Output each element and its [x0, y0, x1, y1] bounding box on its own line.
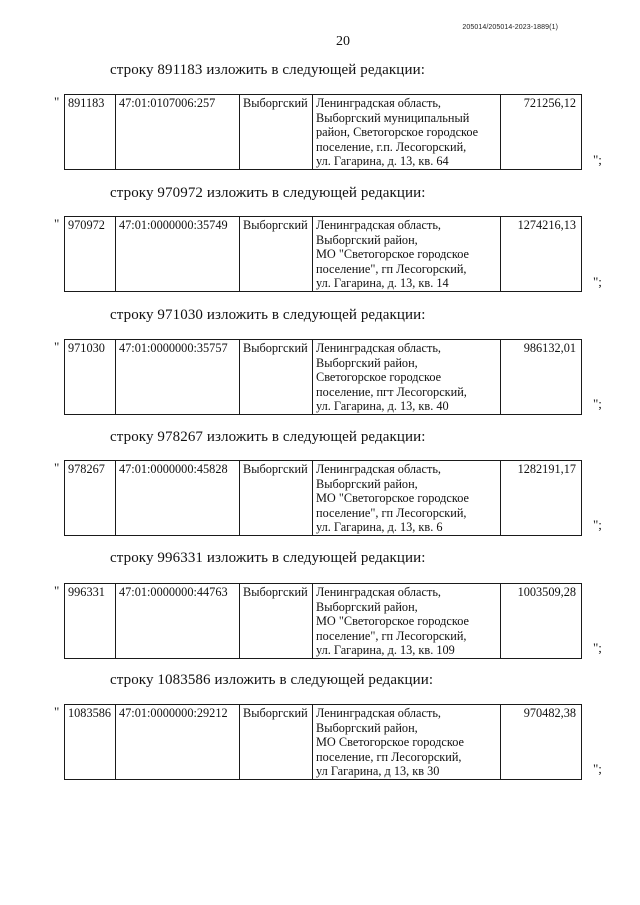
record-number-cell: 996331	[65, 584, 116, 659]
record-number-cell: 1083586	[65, 705, 116, 780]
table-row	[65, 217, 582, 292]
address-line: ул. Гагарина, д. 13, кв. 6	[316, 520, 443, 535]
address-cell	[313, 95, 501, 170]
record-table	[64, 94, 582, 170]
district-cell: Выборгский	[240, 461, 313, 536]
address-line: Выборгский район,	[316, 599, 418, 614]
value-cell: 1274216,13	[501, 217, 582, 292]
address-cell	[313, 461, 501, 536]
document-code: 205014/205014-2023-1889(1)	[462, 24, 558, 31]
open-quote: "	[54, 339, 60, 354]
record-table	[64, 704, 582, 780]
address-line: Выборгский район,	[316, 720, 418, 735]
address-line: поселение, г.п. Лесогорский,	[316, 139, 467, 154]
address-line: район, Светогорское городское	[316, 125, 479, 140]
address-cell	[313, 217, 501, 292]
open-quote: "	[54, 460, 60, 475]
record-table	[64, 216, 582, 292]
district-cell: Выборгский	[240, 705, 313, 780]
value-cell: 1003509,28	[501, 584, 582, 659]
open-quote: "	[54, 704, 60, 719]
table-row	[65, 340, 582, 415]
address-cell	[313, 340, 501, 415]
record-number-cell: 891183	[65, 95, 116, 170]
open-quote: "	[54, 94, 60, 109]
close-quote: ";	[593, 517, 602, 532]
address-line: Светогорское городское	[316, 370, 442, 385]
close-quote: ";	[593, 761, 602, 776]
cadastral-number-cell: 47:01:0107006:257	[116, 95, 240, 170]
address-cell	[313, 584, 501, 659]
table-row	[65, 461, 582, 536]
address-line: ул. Гагарина, д. 13, кв. 109	[316, 643, 455, 658]
address-line: МО Светогорское городское	[316, 735, 464, 750]
address-line: Выборгский район,	[316, 232, 418, 247]
section-heading: строку 971030 изложить в следующей редакции:	[110, 307, 426, 323]
section-heading: строку 891183 изложить в следующей редакции:	[110, 62, 425, 78]
close-quote: ";	[593, 274, 602, 289]
address-line: ул Гагарина, д 13, кв 30	[316, 764, 440, 779]
district-cell: Выборгский	[240, 340, 313, 415]
address-line: МО "Светогорское городское	[316, 491, 469, 506]
section-heading: строку 978267 изложить в следующей редакции:	[110, 429, 426, 445]
address-line: ул. Гагарина, д. 13, кв. 40	[316, 399, 449, 414]
address-line: поселение, гп Лесогорский,	[316, 749, 462, 764]
close-quote: ";	[593, 396, 602, 411]
open-quote: "	[54, 583, 60, 598]
address-line: Выборгский район,	[316, 355, 418, 370]
address-line: поселение, пгт Лесогорский,	[316, 384, 467, 399]
address-line: Выборгский муниципальный	[316, 110, 470, 125]
record-number-cell: 970972	[65, 217, 116, 292]
address-cell	[313, 705, 501, 780]
record-table	[64, 583, 582, 659]
cadastral-number-cell: 47:01:0000000:29212	[116, 705, 240, 780]
close-quote: ";	[593, 640, 602, 655]
section-heading: строку 970972 изложить в следующей редакции:	[110, 185, 426, 201]
address-line: ул. Гагарина, д. 13, кв. 64	[316, 154, 449, 169]
table-row	[65, 95, 582, 170]
value-cell: 1282191,17	[501, 461, 582, 536]
value-cell: 970482,38	[501, 705, 582, 780]
address-line: поселение", гп Лесогорский,	[316, 505, 467, 520]
section-heading: строку 996331 изложить в следующей редакции:	[110, 550, 426, 566]
record-number-cell: 978267	[65, 461, 116, 536]
cadastral-number-cell: 47:01:0000000:35757	[116, 340, 240, 415]
record-number-cell: 971030	[65, 340, 116, 415]
district-cell: Выборгский	[240, 217, 313, 292]
address-line: ул. Гагарина, д. 13, кв. 14	[316, 276, 449, 291]
cadastral-number-cell: 47:01:0000000:44763	[116, 584, 240, 659]
section-heading: строку 1083586 изложить в следующей редакции:	[110, 672, 434, 688]
record-table	[64, 339, 582, 415]
cadastral-number-cell: 47:01:0000000:45828	[116, 461, 240, 536]
address-line: Ленинградская область,	[316, 96, 442, 110]
address-line: Ленинградская область,	[316, 462, 442, 476]
address-line: Ленинградская область,	[316, 706, 442, 720]
open-quote: "	[54, 216, 60, 231]
address-line: поселение", гп Лесогорский,	[316, 628, 467, 643]
close-quote: ";	[593, 152, 602, 167]
table-row	[65, 705, 582, 780]
address-line: Ленинградская область,	[316, 585, 442, 599]
table-row	[65, 584, 582, 659]
value-cell: 986132,01	[501, 340, 582, 415]
district-cell: Выборгский	[240, 584, 313, 659]
address-line: МО "Светогорское городское	[316, 614, 469, 629]
address-line: Ленинградская область,	[316, 341, 442, 355]
address-line: Выборгский район,	[316, 476, 418, 491]
address-line: МО "Светогорское городское	[316, 247, 469, 262]
address-line: поселение", гп Лесогорский,	[316, 261, 467, 276]
record-table	[64, 460, 582, 536]
district-cell: Выборгский	[240, 95, 313, 170]
address-line: Ленинградская область,	[316, 218, 442, 232]
value-cell: 721256,12	[501, 95, 582, 170]
cadastral-number-cell: 47:01:0000000:35749	[116, 217, 240, 292]
page-number: 20	[336, 34, 350, 49]
